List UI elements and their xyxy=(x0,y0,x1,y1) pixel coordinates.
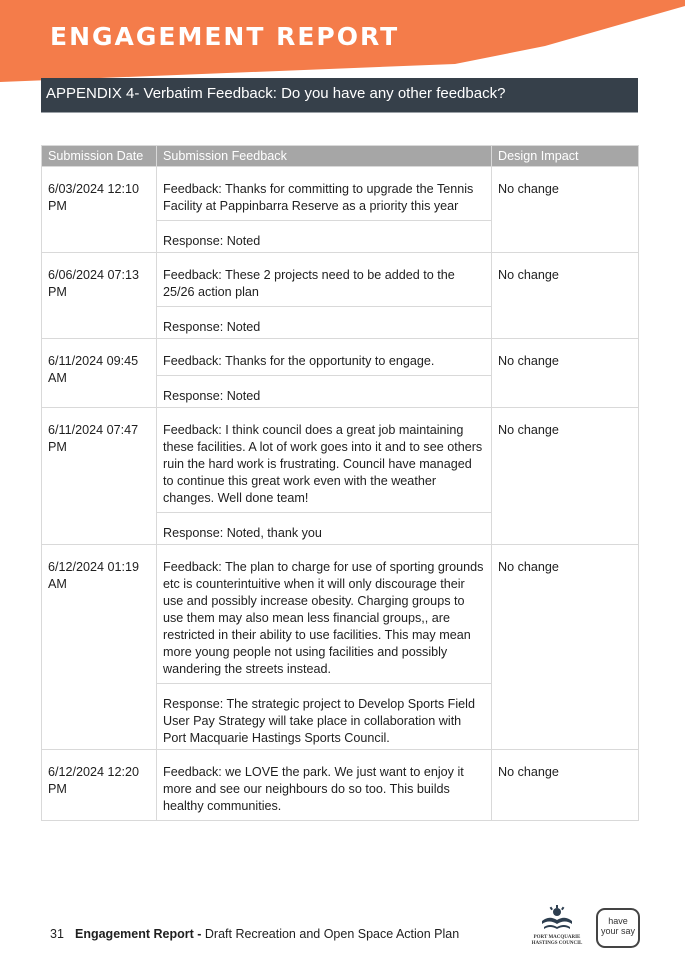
table-header-row xyxy=(42,146,639,167)
submission-date: 6/06/2024 07:13 PM xyxy=(42,253,157,339)
design-impact: No change xyxy=(492,545,639,750)
hys-line-1: have xyxy=(608,916,628,926)
design-impact: No change xyxy=(492,339,639,408)
report-title: ENGAGEMENT REPORT xyxy=(50,22,400,51)
feedback-cell: Feedback: Thanks for the opportunity to engage. xyxy=(157,339,492,376)
feedback-cell: Feedback: These 2 projects need to be added to the 25/26 action plan xyxy=(157,253,492,307)
column-header-date: Submission Date xyxy=(42,146,157,167)
table-row xyxy=(42,545,639,684)
submission-date: 6/11/2024 07:47 PM xyxy=(42,408,157,545)
response-cell: Response: Noted xyxy=(157,376,492,408)
footer-report-bold: Engagement Report - xyxy=(75,927,202,941)
column-header-impact: Design Impact xyxy=(492,146,639,167)
feedback-cell: Feedback: I think council does a great job maintaining these facilities. A lot of work goes into it and to see others ruin the hard work is frustrating. Council have managed to continue this great work even with the weather changes. Well done team! xyxy=(157,408,492,513)
submission-date: 6/12/2024 01:19 AM xyxy=(42,545,157,750)
response-cell: Response: Noted, thank you xyxy=(157,513,492,545)
footer-report-subtitle: Draft Recreation and Open Space Action Plan xyxy=(201,927,460,941)
design-impact: No change xyxy=(492,408,639,545)
design-impact: No change xyxy=(492,750,639,821)
council-name: PORT MACQUARIE HASTINGS COUNCIL xyxy=(531,935,583,946)
table-row xyxy=(42,339,639,376)
table-row xyxy=(42,253,639,307)
table-row xyxy=(42,408,639,513)
feedback-cell: Feedback: we LOVE the park. We just want to enjoy it more and see our neighbours do so too. This builds healthy communities. xyxy=(157,750,492,821)
table-row xyxy=(42,750,639,821)
appendix-title: APPENDIX 4- Verbatim Feedback: Do you have any other feedback? xyxy=(41,78,638,113)
design-impact: No change xyxy=(492,253,639,339)
response-cell: Response: Noted xyxy=(157,221,492,253)
submission-date: 6/11/2024 09:45 AM xyxy=(42,339,157,408)
hys-line-2: your say xyxy=(600,926,635,936)
table-row xyxy=(42,167,639,221)
have-your-say-logo xyxy=(596,908,640,948)
feedback-cell: Feedback: The plan to charge for use of sporting grounds etc is counterintuitive when it will only discourage their use and possibly increase obesity. Charging groups to use them may also mean less financial groups,, are restricted in their ability to use facilities. This may mean more young people not using facilities and possibly wandering the streets instead. xyxy=(157,545,492,684)
feedback-table xyxy=(41,145,639,821)
council-emblem-icon xyxy=(540,905,574,933)
page-number: 31 xyxy=(50,927,64,941)
response-cell: Response: The strategic project to Develop Sports Field User Pay Strategy will take place in collaboration with Port Macquarie Hastings Sports Council. xyxy=(157,684,492,750)
footer-report-title xyxy=(75,927,459,941)
response-cell: Response: Noted xyxy=(157,307,492,339)
design-impact: No change xyxy=(492,167,639,253)
submission-date: 6/03/2024 12:10 PM xyxy=(42,167,157,253)
submission-date: 6/12/2024 12:20 PM xyxy=(42,750,157,821)
column-header-feedback: Submission Feedback xyxy=(157,146,492,167)
feedback-cell: Feedback: Thanks for committing to upgrade the Tennis Facility at Pappinbarra Reserve as a priority this year xyxy=(157,167,492,221)
council-logo xyxy=(526,905,588,955)
